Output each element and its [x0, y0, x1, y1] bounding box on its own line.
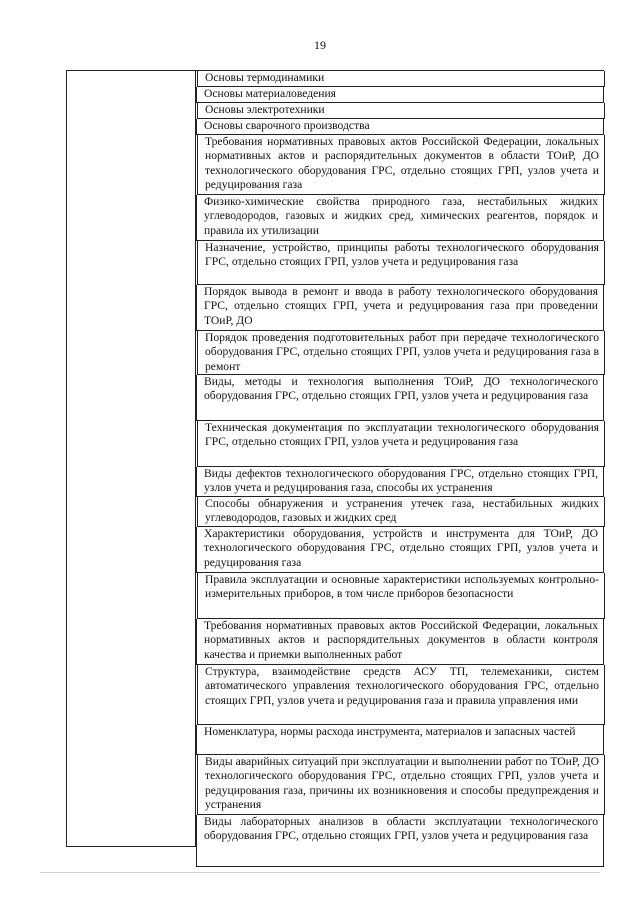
table-row: Требования нормативных правовых актов Российской Федерации, локальных нормативных актов и распорядительных документов в области ТОиР, ДО технологического оборудования ГРС, отдельно стоящих ГРП, узлов учета и редуцирования газа	[197, 135, 605, 195]
table-row: Правила эксплуатации и основные характеристики используемых контрольно-измерительных приборов, в том числе приборов безопасности	[197, 573, 605, 619]
table-row: Порядок вывода в ремонт и ввода в работу технологического оборудования ГРС, отдельно стоящих ГРП, учета и редуцирования газа при проведении ТОиР, ДО	[196, 285, 604, 331]
table-row: Виды аварийных ситуаций при эксплуатации и выполнении работ по ТОиР, ДО технологического оборудования ГРС, отдельно стоящих ГРП, узлов учета и редуцирования газа, причины их возникновения и способы предупреждения и устранения	[197, 755, 605, 815]
knowledge-table	[196, 70, 604, 867]
table-row: Виды лабораторных анализов в области эксплуатации технологического оборудования ГРС, отдельно стоящих ГРП, узлов учета и редуцирования газа	[196, 815, 604, 867]
table-row: Структура, взаимодействие средств АСУ ТП, телемеханики, систем автоматического управления технологического оборудования ГРС, отдельно стоящих ГРП, узлов учета и редуцирования газа и правила управления ими	[197, 665, 605, 725]
table-row: Характеристики оборудования, устройств и инструмента для ТОиР, ДО технологического оборудования ГРС, отдельно стоящих ГРП, узлов учета и редуцирования газа	[196, 527, 604, 573]
table-left-column	[66, 70, 196, 847]
table-row: Порядок проведения подготовительных работ при передаче технологического оборудования ГРС, отдельно стоящих ГРП, узлов учета и редуцирования газа в ремонт	[197, 331, 605, 375]
table-row: Номенклатура, нормы расхода инструмента, материалов и запасных частей	[196, 725, 604, 755]
table-row: Физико-химические свойства природного газа, нестабильных жидких углеводородов, газовых и жидких сред, химических реагентов, порядок и правила их утилизации	[196, 195, 604, 241]
table-row: Основы материаловедения	[196, 87, 604, 103]
scan-edge-line	[40, 872, 600, 873]
table-row: Способы обнаружения и устранения утечек газа, нестабильных жидких углеводородов, газовых и жидких сред	[197, 497, 605, 527]
table-row: Виды, методы и технология выполнения ТОиР, ДО технологического оборудования ГРС, отдельно стоящих ГРП, узлов учета и редуцирования газа	[196, 375, 604, 421]
page-number: 19	[314, 38, 326, 52]
table-row: Техническая документация по эксплуатации технологического оборудования ГРС, отдельно стоящих ГРП, узлов учета и редуцирования газа	[197, 421, 605, 467]
table-row: Основы сварочного производства	[196, 119, 604, 135]
table-row: Требования нормативных правовых актов Российской Федерации, локальных нормативных актов и распорядительных документов в области контроля качества и приемки выполненных работ	[196, 619, 604, 665]
table-row: Основы электротехники	[197, 103, 605, 119]
table-row: Основы термодинамики	[197, 71, 605, 87]
table-row: Виды дефектов технологического оборудования ГРС, отдельно стоящих ГРП, узлов учета и редуцирования газа, способы их устранения	[196, 467, 604, 497]
table-row: Назначение, устройство, принципы работы технологического оборудования ГРС, отдельно стоящих ГРП, узлов учета и редуцирования газа	[197, 241, 605, 285]
